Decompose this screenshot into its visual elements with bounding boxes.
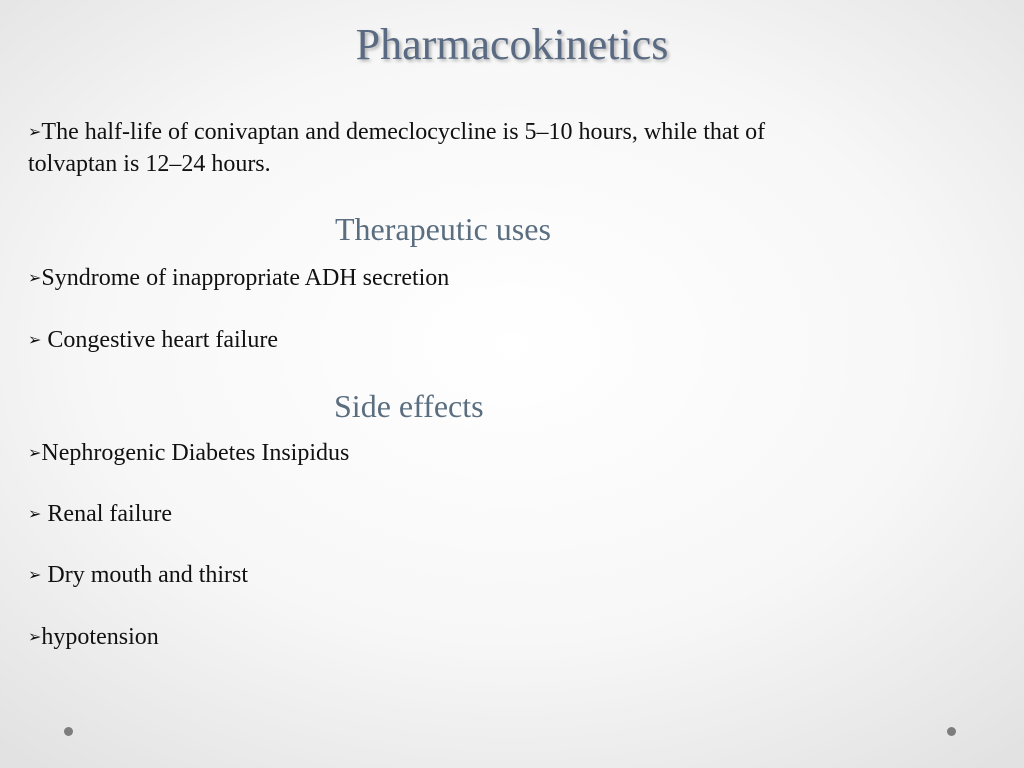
arrow-bullet-icon: ➢	[28, 122, 42, 141]
list-item-label: Dry mouth and thirst	[47, 562, 249, 588]
intro-line-2: tolvaptan is 12–24 hours.	[28, 151, 271, 177]
list-item-label: Nephrogenic Diabetes Insipidus	[41, 440, 350, 466]
list-item-label: Renal failure	[47, 501, 173, 527]
list-item	[28, 262, 988, 294]
arrow-bullet-icon: ➢	[28, 565, 42, 584]
arrow-bullet-icon: ➢	[28, 268, 42, 287]
arrow-bullet-icon: ➢	[28, 627, 42, 646]
list-item-label: Congestive heart failure	[47, 327, 278, 353]
list-item-label: Syndrome of inappropriate ADH secretion	[41, 265, 450, 291]
list-item-label: hypotension	[41, 624, 159, 650]
therapeutic-uses-heading: Therapeutic uses	[335, 211, 551, 247]
slide-title: Pharmacokinetics	[355, 20, 669, 69]
list-item	[28, 437, 988, 469]
list-item	[28, 559, 988, 591]
arrow-bullet-icon: ➢	[28, 330, 42, 349]
intro-paragraph	[28, 116, 988, 180]
arrow-bullet-icon: ➢	[28, 443, 42, 462]
list-item	[28, 324, 988, 356]
corner-dot-decoration-left	[64, 727, 73, 736]
side-effects-heading: Side effects	[334, 388, 484, 424]
intro-line-1: The half-life of conivaptan and demeclocycline is 5–10 hours, while that of	[41, 119, 766, 145]
list-item	[28, 621, 988, 653]
arrow-bullet-icon: ➢	[28, 504, 42, 523]
list-item	[28, 498, 988, 530]
corner-dot-decoration-right	[947, 727, 956, 736]
